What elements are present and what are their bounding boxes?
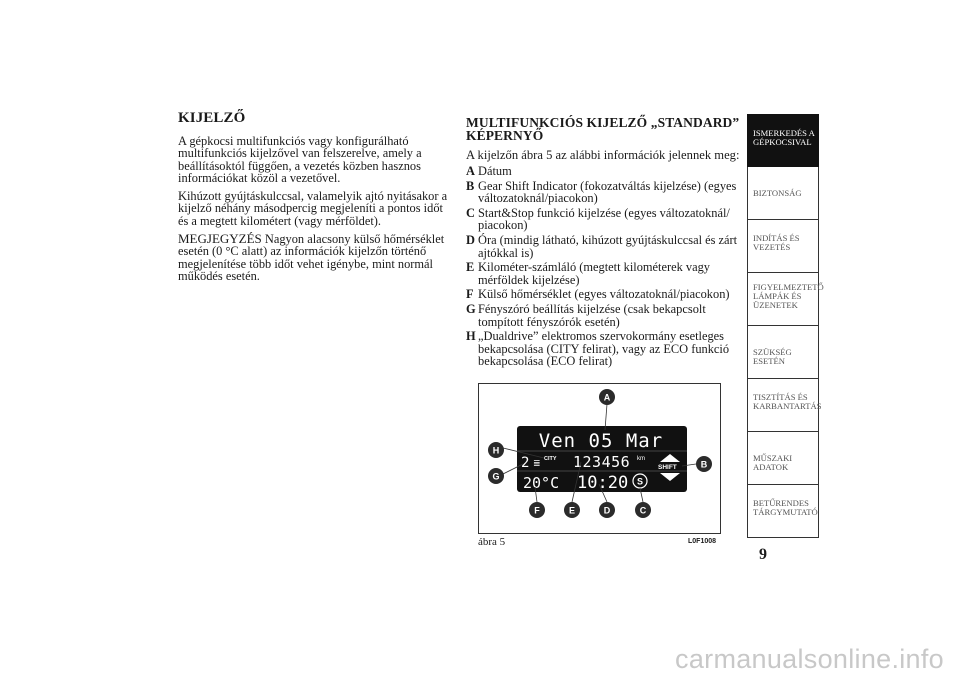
legend-text: Dátum — [478, 164, 512, 178]
figure-caption: ábra 5 — [478, 536, 506, 548]
tab-betu[interactable]: BETŰRENDES TÁRGYMUTATÓ — [747, 485, 819, 538]
legend-list — [466, 165, 741, 368]
list-item — [466, 261, 741, 286]
odometer-unit: km — [637, 456, 645, 462]
tab-muszaki[interactable]: MŰSZAKI ADATOK — [747, 432, 819, 485]
legend-key: B — [466, 178, 475, 193]
legend-key: F — [466, 287, 474, 302]
list-item — [466, 207, 741, 232]
chapter-tabs — [747, 114, 824, 538]
legend-text: Külső hőmérséklet (egyes változatoknál/piacokon) — [478, 287, 730, 302]
callout-a: A — [603, 392, 611, 403]
tab-szukseg[interactable]: SZÜKSÉG ESETÉN — [747, 326, 819, 379]
legend-key: H — [466, 329, 476, 344]
legend-intro: A kijelzőn ábra 5 az alábbi információk jelennek meg: — [466, 148, 740, 162]
city-label: CITY — [544, 456, 557, 462]
callout-b: B — [700, 459, 708, 470]
section-heading-display: KIJELZŐ — [178, 110, 246, 126]
callout-c: C — [639, 505, 647, 516]
lcd-illustration — [479, 384, 720, 533]
left-column — [178, 112, 452, 288]
callout-d: D — [603, 505, 611, 516]
list-item — [466, 288, 741, 301]
legend-key: C — [466, 205, 475, 220]
paragraph-intro: A gépkocsi multifunkciós vagy konfigurálható multifunkciós kijelzővel van felszerelve, amely a beállításoktól függően, a vezetés közben hasznos információkat közöl a vezetővel. — [178, 134, 422, 185]
page-number: 9 — [759, 546, 767, 563]
lcd-date: Ven 05 Mar — [538, 430, 664, 452]
section-heading-standard-screen: MULTIFUNKCIÓS KIJELZŐ „STANDARD” KÉPERNYŐ — [466, 115, 740, 143]
tab-inditas[interactable]: INDÍTÁS ÉS VEZETÉS — [747, 220, 819, 273]
callout-h: H — [492, 445, 500, 456]
legend-key: G — [466, 301, 476, 316]
display-figure — [478, 383, 721, 534]
list-item — [466, 165, 741, 178]
legend-text: „Dualdrive” elektromos szervokormány esetleges bekapcsolása (CITY felirat), vagy az ECO funkció bekapcsolása (ECO felirat) — [478, 329, 730, 369]
legend-text: Óra (mindig látható, kihúzott gyújtáskulccsal és zárt ajtókkal is) — [478, 232, 738, 260]
tab-tisztitas[interactable]: TISZTÍTÁS ÉS KARBANTARTÁS — [747, 379, 819, 432]
legend-key: E — [466, 260, 475, 275]
note-text: Nagyon alacsony külső hőmérséklet esetén (0 °C alatt) az információk kijelzőn történő megjelenítése több időt vehet igénybe, mint normál működés esetén. — [178, 232, 445, 283]
start-stop-letter: S — [636, 476, 644, 487]
list-item — [466, 234, 741, 259]
watermark: carmanualsonline.info — [675, 644, 944, 674]
note-label: MEGJEGYZÉS — [178, 231, 262, 247]
legend-text: Fényszóró beállítás kijelzése (csak bekapcsolt tompított fényszórók esetén) — [478, 301, 706, 329]
shift-label: SHIFT — [658, 464, 677, 471]
legend-key: D — [466, 232, 475, 247]
legend-text: Kilométer-számláló (megtett kilométerek vagy mérföldek kijelzése) — [478, 260, 710, 287]
lcd-temperature: 20°C — [523, 474, 560, 492]
callout-f: F — [534, 505, 540, 516]
paragraph-door-open: Kihúzott gyújtáskulccsal, valamelyik ajtó nyitásakor a kijelző néhány másodpercig megjeleníti a pontos időt és a megtett kilométert (vagy mérföldet). — [178, 189, 448, 228]
tab-ismerkedes[interactable]: ISMERKEDÉS A GÉPKOCSIVAL — [747, 114, 819, 167]
legend-text: Gear Shift Indicator (fokozatváltás kijelzése) (egyes változatoknál/piacokon) — [478, 178, 737, 206]
list-item — [466, 180, 741, 205]
legend-text: Start&Stop funkció kijelzése (egyes változatoknál/ piacokon) — [478, 205, 730, 233]
lcd-time: 10:20 — [577, 473, 629, 493]
figure-code: L0F1008 — [688, 538, 717, 545]
callout-e: E — [568, 505, 576, 516]
right-column — [466, 116, 741, 370]
tab-figyelmezteto[interactable]: FIGYELMEZTETŐ LÁMPÁK ÉS ÜZENETEK — [747, 273, 819, 326]
note-paragraph — [178, 233, 452, 282]
list-item — [466, 303, 741, 328]
callout-g: G — [492, 471, 500, 482]
tab-biztonsag[interactable]: BIZTONSÁG — [747, 167, 819, 220]
list-item — [466, 330, 741, 368]
lcd-odometer: 123456 — [573, 453, 631, 471]
legend-key: A — [466, 164, 475, 178]
headlight-level: 2 — [521, 455, 530, 471]
headlight-icon: ≣ — [533, 459, 541, 469]
